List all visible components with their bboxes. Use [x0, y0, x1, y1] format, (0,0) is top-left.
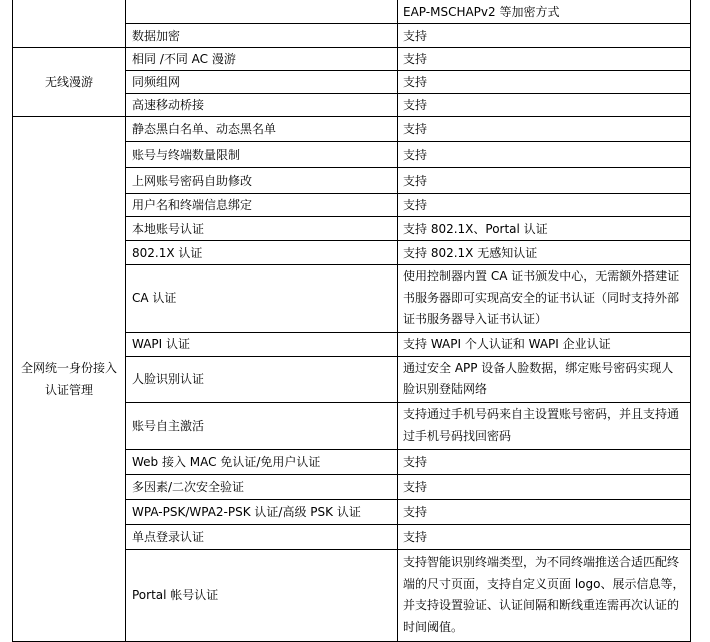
feature-cell: 用户名和终端信息绑定: [126, 194, 398, 217]
value-cell: 支持: [398, 499, 691, 524]
category-cell-identity-auth: 全网统一身份接入认证管理: [13, 117, 126, 642]
feature-cell: 同频组网: [126, 71, 398, 94]
feature-cell: CA 认证: [126, 265, 398, 333]
value-cell: 支持: [398, 168, 691, 194]
value-cell: 支持: [398, 48, 691, 71]
value-cell: 使用控制器内置 CA 证书颁发中心，无需额外搭建证书服务器即可实现高安全的证书认证（同时支持外部证书服务器导入证书认证）: [398, 265, 691, 333]
value-cell: 支持 802.1X 无感知认证: [398, 241, 691, 265]
value-cell: 支持: [398, 194, 691, 217]
feature-cell: 数据加密: [126, 24, 398, 48]
table-row: [13, 117, 691, 142]
feature-cell: 单点登录认证: [126, 524, 398, 549]
feature-cell: 高速移动桥接: [126, 94, 398, 117]
table-row: [13, 0, 691, 24]
value-cell: 支持: [398, 71, 691, 94]
feature-cell: 账号自主激活: [126, 402, 398, 449]
value-cell: 支持 802.1X、Portal 认证: [398, 217, 691, 241]
feature-cell: 相同 /不同 AC 漫游: [126, 48, 398, 71]
value-cell: 支持: [398, 142, 691, 168]
value-cell: 支持: [398, 474, 691, 499]
value-cell: 支持: [398, 449, 691, 474]
feature-cell: [126, 0, 398, 24]
table-row: [13, 48, 691, 71]
feature-cell: 静态黑白名单、动态黑名单: [126, 117, 398, 142]
value-cell: 支持: [398, 94, 691, 117]
feature-cell: WAPI 认证: [126, 332, 398, 356]
feature-cell: Web 接入 MAC 免认证/免用户认证: [126, 449, 398, 474]
category-cell-wireless-roaming: 无线漫游: [13, 48, 126, 117]
feature-cell: 人脸识别认证: [126, 356, 398, 402]
value-cell: 支持 WAPI 个人认证和 WAPI 企业认证: [398, 332, 691, 356]
value-cell: 支持通过手机号码来自主设置账号密码，并且支持通过手机号码找回密码: [398, 402, 691, 449]
feature-cell: WPA-PSK/WPA2-PSK 认证/高级 PSK 认证: [126, 499, 398, 524]
value-cell: 通过安全 APP 设备人脸数据，绑定账号密码实现人脸识别登陆网络: [398, 356, 691, 402]
feature-cell: 账号与终端数量限制: [126, 142, 398, 168]
value-cell: EAP-MSCHAPv2 等加密方式: [398, 0, 691, 24]
feature-cell: 上网账号密码自助修改: [126, 168, 398, 194]
feature-cell: 802.1X 认证: [126, 241, 398, 265]
feature-cell: 本地账号认证: [126, 217, 398, 241]
feature-cell: 多因素/二次安全验证: [126, 474, 398, 499]
category-cell-continued: [13, 0, 126, 48]
feature-cell: Portal 帐号认证: [126, 549, 398, 641]
spec-table: [12, 0, 691, 642]
value-cell: 支持: [398, 524, 691, 549]
value-cell: 支持智能识别终端类型，为不同终端推送合适匹配终端的尺寸页面，支持自定义页面 logo、展示信息等，并支持设置验证、认证间隔和断线重连需再次认证的时间阈值。: [398, 549, 691, 641]
value-cell: 支持: [398, 24, 691, 48]
value-cell: 支持: [398, 117, 691, 142]
